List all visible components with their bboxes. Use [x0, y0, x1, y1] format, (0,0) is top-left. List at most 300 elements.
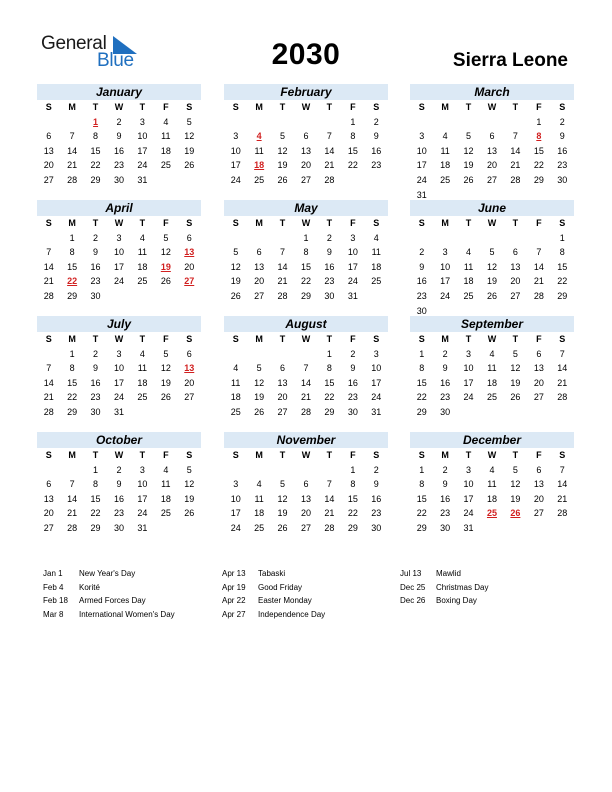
weekday-label: T [279, 218, 286, 228]
holiday-name: Independence Day [258, 609, 326, 619]
day-cell: 28 [67, 174, 78, 185]
day-cell: 26 [230, 290, 241, 301]
weekday-label: W [301, 450, 311, 460]
day-cell: 30 [440, 406, 451, 417]
weekday-label: S [559, 102, 566, 112]
holiday-entry [43, 581, 223, 595]
holiday-column [400, 567, 580, 608]
holiday-date: Feb 4 [43, 582, 64, 592]
day-cell: 28 [324, 174, 335, 185]
day-cell: 25 [254, 522, 265, 533]
day-cell: 24 [113, 392, 124, 403]
month-february [224, 84, 388, 200]
weekday-label: M [68, 218, 76, 228]
month-title: March [410, 84, 574, 100]
empty-cell [271, 463, 294, 478]
day-cell: 2 [93, 232, 99, 243]
empty-cell [271, 347, 294, 362]
weekday-label: S [418, 218, 425, 228]
day-cell: 8 [69, 247, 75, 258]
day-cell: 20 [533, 377, 544, 388]
day-cell: 5 [163, 348, 169, 359]
holiday-date: Apr 13 [222, 569, 246, 578]
empty-cell [37, 347, 60, 362]
weekday-label: S [232, 334, 239, 344]
day-cell: 15 [557, 261, 568, 272]
country-name: Sierra Leone [452, 50, 568, 71]
empty-cell [551, 521, 574, 536]
day-cell: 23 [90, 276, 101, 287]
week-row [410, 405, 574, 420]
day-cell: 17 [113, 377, 124, 388]
day-cell: 11 [371, 247, 381, 258]
day-cell: 15 [67, 377, 78, 388]
day-cell: 10 [440, 261, 451, 272]
day-cell: 11 [161, 479, 171, 490]
day-cell: 20 [300, 160, 311, 171]
day-cell: 1 [69, 348, 75, 359]
day-cell: 17 [137, 145, 148, 156]
day-cell: 19 [277, 160, 288, 171]
week-row [37, 129, 201, 144]
day-cell: 2 [116, 464, 122, 475]
day-cell: 11 [463, 261, 474, 272]
day-cell: 13 [300, 145, 311, 156]
holiday-entry [43, 567, 223, 581]
month-title: April [37, 200, 201, 216]
day-cell: 2 [442, 464, 448, 475]
day-cell: 12 [510, 363, 521, 374]
month-july [37, 316, 201, 432]
month-title: January [37, 84, 201, 100]
weekday-label: W [301, 334, 311, 344]
day-cell: 18 [486, 377, 497, 388]
day-cell: 15 [324, 377, 335, 388]
week-row [224, 245, 388, 260]
week-row [410, 492, 574, 507]
day-cell: 9 [373, 131, 379, 142]
day-cell: 25 [137, 392, 148, 403]
empty-cell [247, 347, 270, 362]
day-cell: 10 [230, 145, 241, 156]
day-cell: 7 [559, 348, 565, 359]
day-cell: 3 [233, 479, 239, 490]
month-title: June [410, 200, 574, 216]
weekday-label: F [163, 102, 169, 112]
day-cell: 22 [557, 276, 568, 287]
weekday-label: S [559, 218, 566, 228]
day-cell: 7 [69, 479, 75, 490]
day-cell: 20 [300, 508, 311, 519]
holiday-name: Boxing Day [436, 596, 477, 605]
day-cell: 31 [416, 189, 427, 200]
day-cell: 12 [277, 493, 288, 504]
week-row [224, 361, 388, 376]
weekday-label: T [139, 102, 146, 112]
day-cell: 22 [533, 160, 544, 171]
weekday-label: T [92, 334, 99, 344]
week-row [410, 274, 574, 289]
empty-cell [224, 347, 247, 362]
day-cell: 1 [419, 464, 425, 475]
day-cell: 18 [440, 160, 451, 171]
day-cell: 16 [440, 493, 451, 504]
day-cell: 19 [184, 145, 195, 156]
day-cell: 29 [300, 290, 311, 301]
day-cell: 17 [347, 261, 358, 272]
weekday-label: S [45, 334, 52, 344]
day-cell: 21 [557, 493, 568, 504]
weekday-label: M [441, 450, 449, 460]
day-cell: 27 [300, 174, 311, 185]
empty-cell [247, 463, 270, 478]
day-cell: 7 [303, 363, 309, 374]
weekday-label: W [487, 102, 497, 112]
day-cell: 15 [347, 493, 358, 504]
holiday-column [43, 567, 223, 621]
day-cell: 27 [184, 392, 195, 403]
week-row [224, 376, 388, 391]
day-cell: 14 [43, 261, 54, 272]
week-row [410, 260, 574, 275]
day-cell: 8 [93, 479, 99, 490]
day-cell: 26 [254, 406, 265, 417]
day-cell: 15 [300, 261, 311, 272]
day-cell: 31 [347, 290, 358, 301]
day-cell: 15 [416, 377, 427, 388]
day-cell: 30 [371, 522, 382, 533]
day-cell: 13 [533, 363, 544, 374]
week-row [224, 492, 388, 507]
day-cell: 23 [371, 160, 382, 171]
weekday-label: S [232, 218, 239, 228]
day-cell: 18 [137, 377, 148, 388]
day-cell: 15 [533, 145, 544, 156]
holiday-date: Apr 22 [222, 596, 246, 605]
day-cell: 5 [512, 348, 518, 359]
day-cell: 29 [416, 406, 427, 417]
day-cell: 17 [230, 160, 241, 171]
day-cell: 8 [326, 363, 332, 374]
day-cell: 14 [43, 377, 54, 388]
day-cell: 19 [510, 377, 521, 388]
day-cell: 12 [463, 145, 474, 156]
week-row [37, 506, 201, 521]
empty-cell [107, 289, 130, 304]
day-cell: 7 [46, 247, 52, 258]
day-cell: 4 [139, 348, 145, 359]
day-cell: 17 [113, 261, 124, 272]
week-row [410, 115, 574, 130]
weekday-label: T [512, 218, 519, 228]
week-row [37, 274, 201, 289]
week-row [224, 260, 388, 275]
day-cell: 30 [90, 290, 101, 301]
weekday-row [410, 100, 574, 115]
empty-cell [271, 115, 294, 130]
weekday-label: F [163, 450, 169, 460]
day-cell: 11 [137, 247, 148, 258]
day-cell: 4 [442, 131, 448, 142]
day-cell: 25 [160, 160, 171, 171]
empty-cell [178, 521, 201, 536]
empty-cell [154, 521, 177, 536]
day-cell: 31 [463, 522, 474, 533]
weekday-label: S [186, 334, 193, 344]
day-cell: 21 [277, 276, 288, 287]
weekday-label: S [559, 450, 566, 460]
month-august [224, 316, 388, 432]
day-cell: 4 [466, 247, 472, 258]
weekday-label: T [279, 450, 286, 460]
day-cell: 5 [233, 247, 239, 258]
day-cell: 31 [113, 406, 124, 417]
weekday-label: M [255, 334, 263, 344]
day-cell: 10 [416, 145, 427, 156]
day-cell: 4 [233, 363, 239, 374]
day-cell: 7 [536, 247, 542, 258]
day-cell: 21 [43, 392, 54, 403]
weekday-label: S [232, 102, 239, 112]
day-cell: 12 [510, 479, 521, 490]
holiday-day: 18 [254, 160, 265, 171]
day-cell: 29 [90, 174, 101, 185]
week-row [37, 477, 201, 492]
day-cell: 4 [163, 116, 169, 127]
day-cell: 14 [300, 377, 311, 388]
day-cell: 4 [163, 464, 169, 475]
day-cell: 14 [324, 493, 335, 504]
day-cell: 16 [113, 145, 124, 156]
weekday-label: W [487, 218, 497, 228]
day-cell: 7 [326, 479, 332, 490]
day-cell: 28 [43, 290, 54, 301]
day-cell: 6 [186, 232, 192, 243]
weekday-label: M [441, 102, 449, 112]
day-cell: 30 [113, 522, 124, 533]
month-title: July [37, 316, 201, 332]
weekday-label: W [114, 450, 124, 460]
holiday-entry [43, 608, 223, 622]
holiday-date: Jul 13 [400, 569, 422, 578]
day-cell: 22 [416, 392, 427, 403]
empty-cell [178, 173, 201, 188]
day-cell: 14 [533, 261, 544, 272]
day-cell: 21 [43, 276, 54, 287]
day-cell: 6 [536, 464, 542, 475]
day-cell: 5 [186, 116, 192, 127]
day-cell: 12 [486, 261, 497, 272]
weekday-row [224, 448, 388, 463]
empty-cell [224, 463, 247, 478]
day-cell: 3 [116, 348, 122, 359]
day-cell: 11 [231, 377, 241, 388]
week-row [410, 463, 574, 478]
day-cell: 11 [254, 493, 264, 504]
day-cell: 20 [184, 377, 195, 388]
day-cell: 8 [350, 479, 356, 490]
weekday-label: S [418, 102, 425, 112]
day-cell: 19 [486, 276, 497, 287]
day-cell: 9 [350, 363, 356, 374]
day-cell: 3 [466, 464, 472, 475]
day-cell: 29 [67, 290, 78, 301]
empty-cell [504, 231, 527, 246]
day-cell: 12 [184, 131, 195, 142]
weekday-label: S [232, 450, 239, 460]
day-cell: 6 [536, 348, 542, 359]
day-cell: 28 [510, 174, 521, 185]
holiday-day: 19 [160, 261, 171, 272]
week-row [224, 274, 388, 289]
day-cell: 10 [137, 131, 148, 142]
day-cell: 27 [486, 174, 497, 185]
day-cell: 9 [559, 131, 565, 142]
holiday-entry [222, 608, 402, 622]
day-cell: 15 [347, 145, 358, 156]
empty-cell [37, 115, 60, 130]
day-cell: 14 [277, 261, 288, 272]
weekday-label: F [163, 334, 169, 344]
day-cell: 10 [347, 247, 358, 258]
day-cell: 17 [137, 493, 148, 504]
weekday-label: T [465, 450, 472, 460]
day-cell: 19 [160, 377, 171, 388]
holiday-entry [222, 581, 402, 595]
holiday-date: Mar 8 [43, 609, 64, 619]
holiday-entry [400, 567, 580, 581]
day-cell: 19 [510, 493, 521, 504]
day-cell: 26 [184, 508, 195, 519]
day-cell: 1 [93, 464, 99, 475]
day-cell: 11 [137, 363, 148, 374]
day-cell: 28 [533, 290, 544, 301]
holiday-name: International Women's Day [79, 609, 175, 619]
weekday-label: W [301, 102, 311, 112]
empty-cell [131, 289, 154, 304]
day-cell: 13 [254, 261, 265, 272]
day-cell: 16 [90, 377, 101, 388]
day-cell: 21 [67, 160, 78, 171]
day-cell: 23 [324, 276, 335, 287]
day-cell: 30 [557, 174, 568, 185]
weekday-label: T [512, 450, 519, 460]
day-cell: 9 [326, 247, 332, 258]
weekday-label: W [114, 218, 124, 228]
empty-cell [154, 289, 177, 304]
day-cell: 27 [277, 406, 288, 417]
empty-cell [365, 289, 388, 304]
holiday-day: 13 [184, 363, 195, 374]
day-cell: 16 [371, 145, 382, 156]
day-cell: 27 [43, 174, 54, 185]
day-cell: 10 [371, 363, 382, 374]
day-cell: 14 [557, 363, 568, 374]
day-cell: 28 [557, 508, 568, 519]
weekday-label: T [92, 218, 99, 228]
weekday-row [37, 216, 201, 231]
empty-cell [247, 231, 270, 246]
empty-cell [294, 115, 317, 130]
week-row [37, 158, 201, 173]
day-cell: 16 [324, 261, 335, 272]
day-cell: 14 [67, 145, 78, 156]
week-row [224, 405, 388, 420]
day-cell: 2 [373, 464, 379, 475]
day-cell: 17 [440, 276, 451, 287]
weekday-row [410, 332, 574, 347]
week-row [37, 405, 201, 420]
month-march [410, 84, 574, 200]
month-title: May [224, 200, 388, 216]
week-row [410, 289, 574, 304]
week-row [37, 231, 201, 246]
day-cell: 18 [160, 493, 171, 504]
empty-cell [178, 405, 201, 420]
day-cell: 17 [463, 377, 474, 388]
day-cell: 8 [419, 479, 425, 490]
day-cell: 19 [254, 392, 265, 403]
day-cell: 13 [510, 261, 521, 272]
day-cell: 6 [256, 247, 262, 258]
day-cell: 11 [487, 363, 497, 374]
day-cell: 15 [90, 145, 101, 156]
day-cell: 2 [350, 348, 356, 359]
day-cell: 29 [557, 290, 568, 301]
day-cell: 25 [371, 276, 382, 287]
day-cell: 30 [440, 522, 451, 533]
weekday-label: M [255, 450, 263, 460]
day-cell: 11 [161, 131, 171, 142]
day-cell: 10 [463, 479, 474, 490]
day-cell: 3 [419, 131, 425, 142]
week-row [37, 492, 201, 507]
weekday-label: F [350, 102, 356, 112]
day-cell: 28 [277, 290, 288, 301]
week-row [37, 245, 201, 260]
holiday-name: Good Friday [258, 582, 303, 592]
week-row [224, 463, 388, 478]
weekday-label: T [326, 102, 333, 112]
empty-cell [551, 405, 574, 420]
day-cell: 12 [184, 479, 195, 490]
weekday-row [37, 448, 201, 463]
day-cell: 18 [137, 261, 148, 272]
weekday-label: T [326, 218, 333, 228]
day-cell: 30 [416, 305, 427, 316]
holiday-day: 27 [184, 276, 195, 287]
day-cell: 21 [67, 508, 78, 519]
holiday-date: Apr 19 [222, 582, 246, 592]
day-cell: 29 [533, 174, 544, 185]
day-cell: 30 [324, 290, 335, 301]
day-cell: 20 [510, 276, 521, 287]
day-cell: 12 [230, 261, 241, 272]
week-row [37, 115, 201, 130]
day-cell: 23 [90, 392, 101, 403]
weekday-label: W [487, 334, 497, 344]
empty-cell [457, 115, 480, 130]
holiday-name: New Year's Day [79, 569, 136, 578]
day-cell: 29 [324, 406, 335, 417]
empty-cell [365, 173, 388, 188]
day-cell: 7 [512, 131, 518, 142]
day-cell: 3 [139, 464, 145, 475]
holiday-day: 4 [256, 131, 262, 142]
day-cell: 17 [416, 160, 427, 171]
weekday-label: S [186, 218, 193, 228]
day-cell: 9 [93, 363, 99, 374]
